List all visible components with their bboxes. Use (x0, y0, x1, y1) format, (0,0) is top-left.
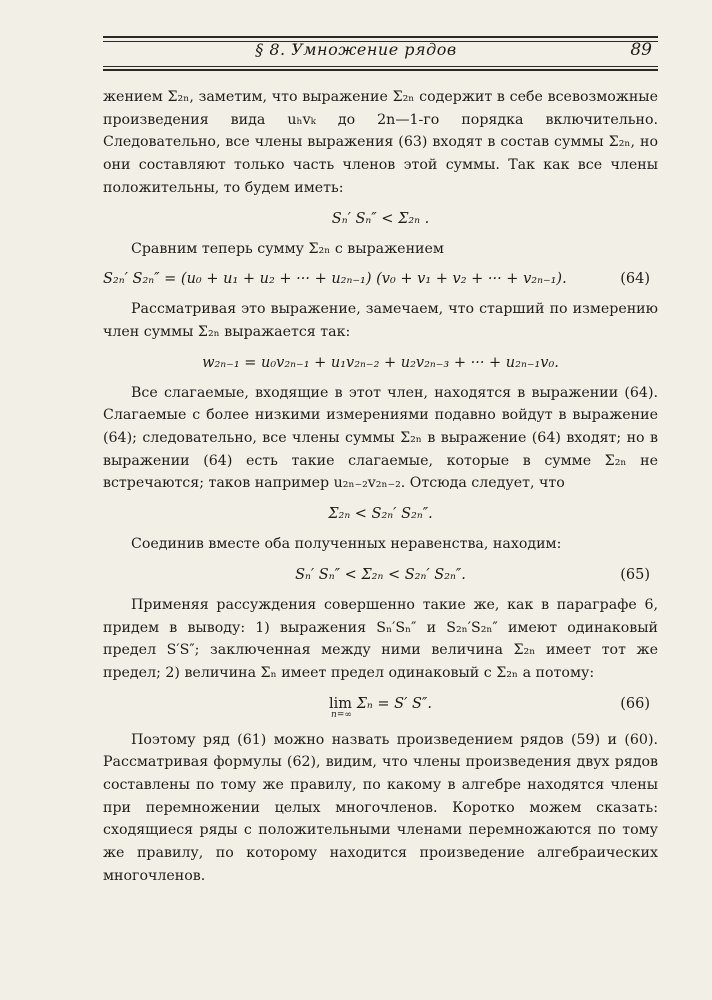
equation-sigma-ineq: Σ₂ₙ < S₂ₙ′ S₂ₙ″. (328, 506, 433, 523)
equation-number: (66) (620, 695, 650, 712)
running-header: § 8. Умножение рядов (255, 40, 457, 59)
paragraph: жением Σ₂ₙ, заметим, что выражение Σ₂ₙ содержит в себе всевозможные произведения вида uₕvₖ до 2n—1-го порядка включительно. Следовательно, все члены выражения (63) входят в состав суммы Σ₂ₙ, но они составляют только часть членов этой суммы. Так как все члены положительны, то будем иметь: (103, 89, 658, 196)
header-rule-top (103, 36, 658, 38)
equation-1: Sₙ′ Sₙ″ < Σ₂ₙ . (331, 210, 430, 227)
paragraph: Рассматривая это выражение, замечаем, что старший по измерению член суммы Σ₂ₙ выражается так: (103, 301, 658, 340)
equation-number: (65) (620, 566, 650, 583)
equation-66: lim n=∞ Σₙ = S′ S″. (66) (103, 685, 658, 729)
paragraph: Применяя рассуждения совершенно такие же, как в параграфе 6, придем в выводу: 1) выражения Sₙ′Sₙ″ и S₂ₙ′S₂ₙ″ имеют одинаковый предел S′S″; заключенная между ними величина Σ₂ₙ имеет тот же предел; 2) величина Σₙ имеет предел одинаковый с Σ₂ₙ а потому: (103, 596, 658, 681)
header-rule-bottom-thin (103, 66, 658, 67)
page-number: 89 (630, 40, 652, 60)
body-text (103, 86, 658, 888)
equation-w: w₂ₙ₋₁ = u₀v₂ₙ₋₁ + u₁v₂ₙ₋₂ + u₂v₂ₙ₋₃ + ··· + u₂ₙ₋₁v₀. (202, 354, 559, 371)
paragraph: Сравним теперь сумму Σ₂ₙ с выражением (131, 240, 444, 257)
limit: lim n=∞ (329, 695, 353, 720)
header-rule-bottom (103, 69, 658, 71)
equation-number: (64) (620, 271, 650, 288)
equation-65: Sₙ′ Sₙ″ < Σ₂ₙ < S₂ₙ′ S₂ₙ″. (65) (103, 556, 658, 594)
paragraph: Все слагаемые, входящие в этот член, находятся в выражении (64). Слагаемые с более низкими измерениями подавно войдут в выражение (64); следовательно, все члены суммы Σ₂ₙ в выражение (64) входят; но в выражении (64) есть такие слагаемые, которые в сумме Σ₂ₙ не встречаются; таков например u₂ₙ₋₂v₂ₙ₋₂. Отсюда следует, что (103, 384, 658, 492)
paragraph: Соединив вместе оба полученных неравенства, находим: (131, 536, 562, 553)
equation-64: S₂ₙ′ S₂ₙ″ = (u₀ + u₁ + u₂ + ··· + u₂ₙ₋₁) (v₀ + v₁ + v₂ + ··· + v₂ₙ₋₁). (64) (103, 260, 658, 298)
paragraph: Поэтому ряд (61) можно назвать произведением рядов (59) и (60). Рассматривая формулы (62), видим, что члены произведения двух рядов составлены по тому же правилу, по какому в алгебре находятся члены при перемножении целых многочленов. Коротко можем сказать: сходящиеся ряды с положительными членами перемножаются по тому же правилу, по которому находится произведение алгебраических многочленов. (103, 731, 658, 884)
